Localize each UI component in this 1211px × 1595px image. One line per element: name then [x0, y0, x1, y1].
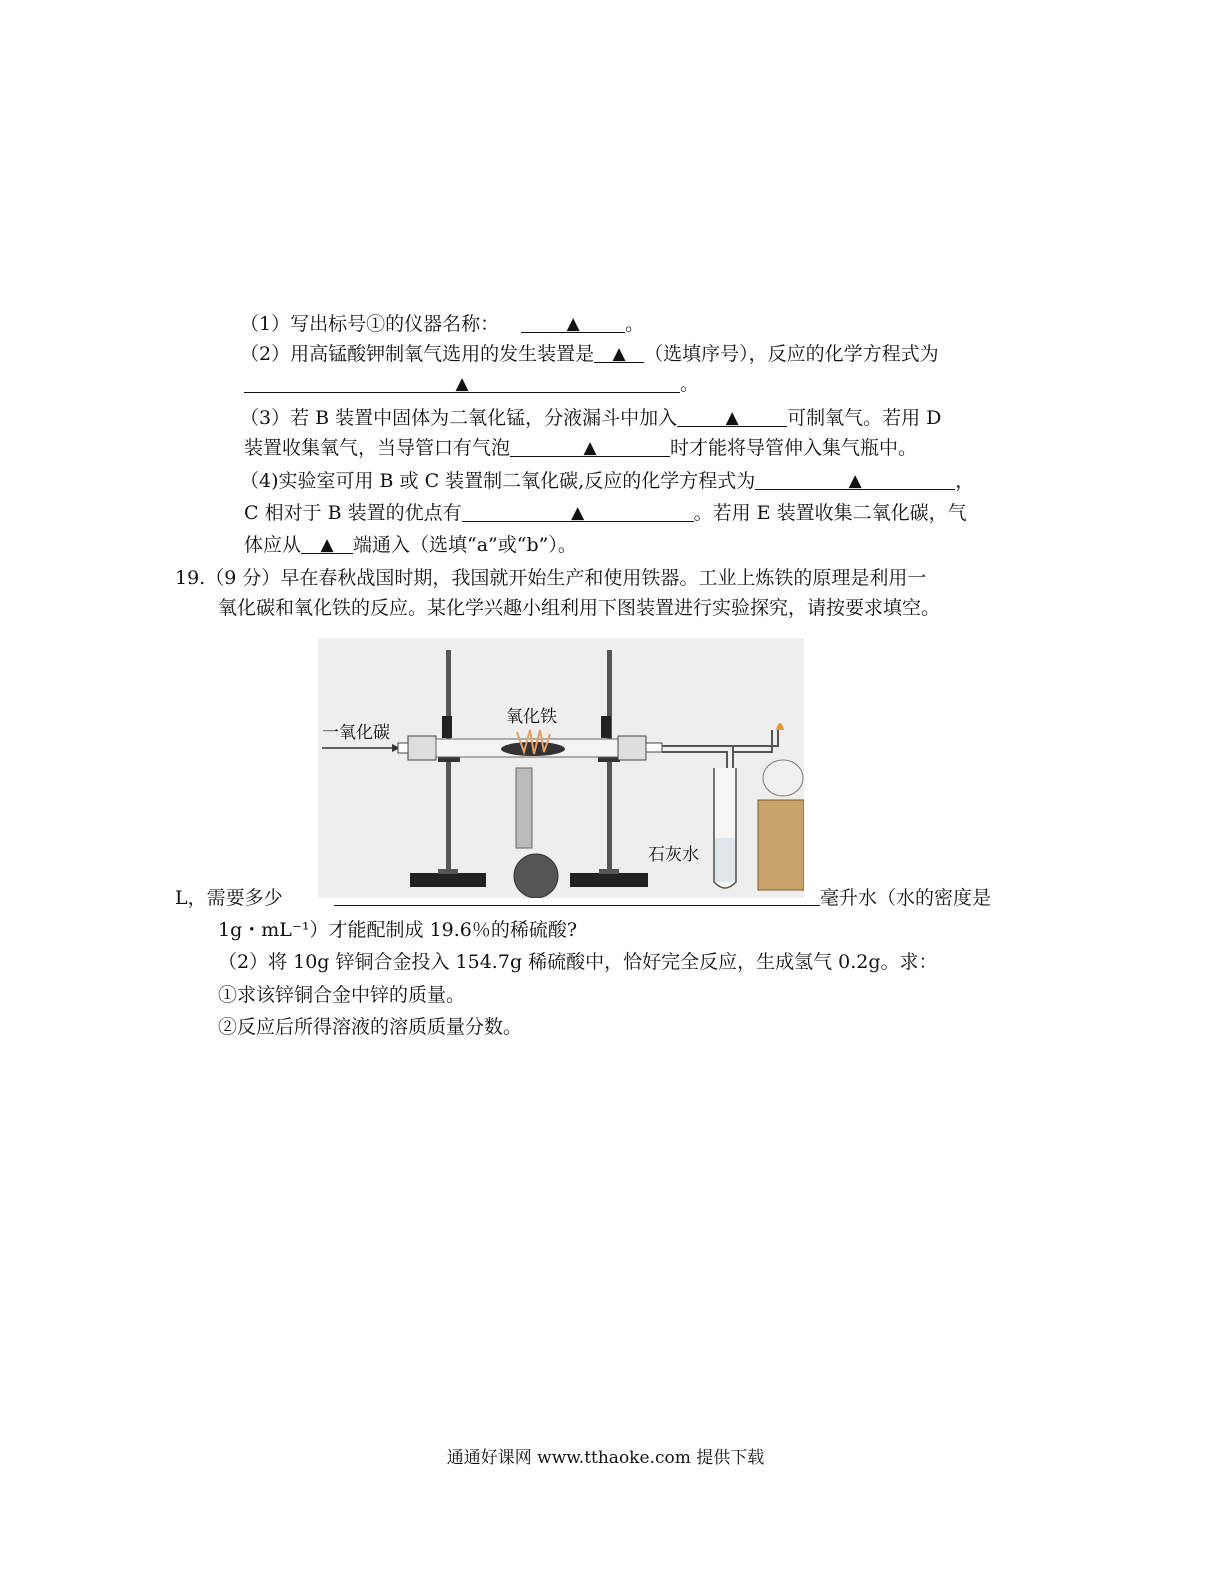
answer-blank[interactable]: ▲	[301, 533, 353, 554]
q18-part4-line3: 体应从 ▲ 端通入（选填“a”或“b”）。	[244, 534, 577, 556]
answer-blank[interactable]: ▲	[244, 372, 680, 393]
page-footer: 通通好课网 www.tthaoke.com 提供下载	[446, 1448, 765, 1468]
label-limewater: 石灰水	[648, 845, 699, 864]
stand-base-left	[410, 873, 486, 887]
q18-part2-line2: ▲ 。	[244, 372, 699, 396]
stand-base-right	[570, 873, 648, 887]
q20-line1b: 毫升水（水的密度是	[820, 887, 992, 909]
q19-line2: 氧化碳和氧化铁的反应。某化学兴趣小组利用下图装置进行实验探究，请按要求填空。	[218, 597, 941, 619]
q18-part3-line1: （3）若 B 装置中固体为二氧化锰，分液漏斗中加入 ▲ 可制氧气。若用 D	[240, 407, 942, 429]
answer-blank[interactable]: ▲	[462, 501, 694, 522]
label-carbon-monoxide: 一氧化碳	[322, 723, 390, 742]
q18-part3-line2: 装置收集氧气，当导管口有气泡 ▲ 时才能将导管伸入集气瓶中。	[244, 437, 918, 459]
q18-part1: （1）写出标号①的仪器名称： ▲ 。	[240, 313, 645, 335]
q18-part4-line1: （4)实验室可用 B 或 C 装置制二氧化碳,反应的化学方程式为 ▲ ，	[240, 470, 975, 492]
burner-base	[514, 854, 558, 898]
q20-line3: （2）将 10g 锌铜合金投入 154.7g 稀硫酸中，恰好完全反应，生成氢气 0.2g。求：	[218, 951, 938, 973]
q18-part4-line2: C 相对于 B 装置的优点有 ▲ 。若用 E 装置收集二氧化碳，气	[244, 502, 967, 524]
q20-line4: ①求该锌铜合金中锌的质量。	[218, 984, 466, 1006]
answer-blank[interactable]: ▲	[521, 312, 625, 333]
answer-blank[interactable]: ▲	[755, 469, 955, 490]
alcohol-lamp	[763, 760, 803, 796]
wooden-block	[758, 800, 804, 890]
q20-line1a: L，需要多少	[175, 887, 283, 909]
answer-blank[interactable]: ▲	[677, 406, 787, 427]
q19-line1: 19.（9 分）早在春秋战国时期，我国就开始生产和使用铁器。工业上炼铁的原理是利用一	[175, 567, 927, 589]
answer-blank[interactable]: ▲	[510, 436, 670, 457]
q20-line2: 1g・mL⁻¹）才能配制成 19.6％的稀硫酸?	[218, 919, 578, 941]
q18-part2-line1: （2）用高锰酸钾制氧气选用的发生装置是 ▲ （选填序号），反应的化学方程式为	[240, 343, 939, 365]
answer-blank[interactable]	[334, 905, 820, 906]
answer-blank[interactable]: ▲	[594, 342, 644, 363]
burner-tube	[516, 768, 532, 848]
q20-line5: ②反应后所得溶液的溶质质量分数。	[218, 1016, 523, 1038]
apparatus-figure	[318, 638, 804, 898]
label-iron-oxide: 氧化铁	[506, 707, 557, 726]
